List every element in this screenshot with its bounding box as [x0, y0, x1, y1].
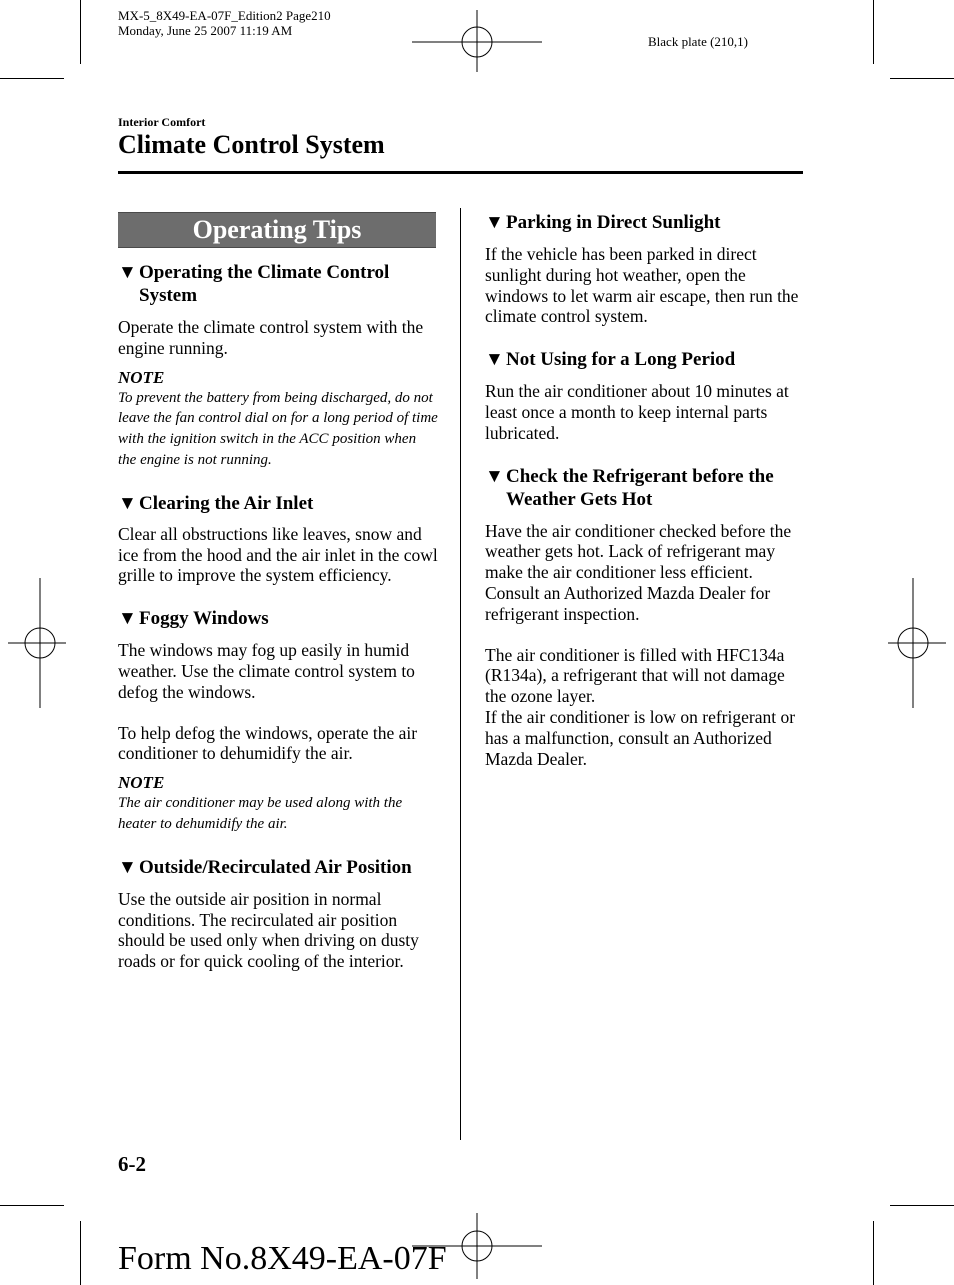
triangle-bullet-icon: ▼	[485, 349, 504, 371]
triangle-bullet-icon: ▼	[118, 262, 137, 283]
registration-mark-icon	[888, 578, 946, 708]
triangle-bullet-icon: ▼	[118, 492, 137, 514]
note-text: The air conditioner may be used along with the heater to dehumidify the air.	[118, 795, 403, 832]
note-text: To prevent the battery from being discharged, do not leave the fan control dial on for a long period of time with the ignition switch in the ACC position when the engine is not running.	[118, 389, 438, 468]
triangle-bullet-icon: ▼	[485, 465, 504, 487]
heading-not-using-long-period: ▼ Not Using for a Long Period	[485, 349, 736, 371]
right-column	[485, 211, 805, 769]
registration-mark-icon	[8, 578, 66, 708]
plate-label: Black plate (210,1)	[648, 34, 748, 49]
paragraph: If the vehicle has been parked in direct sunlight during hot weather, open the windows to let warm air escape, then run the climate control system.	[485, 244, 799, 327]
print-slug	[118, 8, 331, 38]
crop-mark	[873, 1221, 874, 1285]
paragraph: The windows may fog up easily in humid weather. Use the climate control system to defog the windows.	[118, 640, 415, 702]
paragraph: The air conditioner is filled with HFC134a (R134a), a refrigerant that will not damage the ozone layer.	[485, 644, 785, 707]
triangle-bullet-icon: ▼	[118, 856, 137, 878]
triangle-bullet-icon: ▼	[485, 212, 504, 233]
heading-operating-climate-control: ▼ Operating the Climate Control System	[118, 262, 390, 306]
section-banner: Operating Tips	[118, 212, 436, 248]
heading-foggy-windows: ▼ Foggy Windows	[118, 608, 269, 630]
slug-line-2: Monday, June 25 2007 11:19 AM	[118, 23, 293, 38]
crop-mark	[80, 0, 81, 64]
column-divider	[460, 208, 461, 1140]
crop-mark	[873, 0, 874, 64]
paragraph: If the air conditioner is low on refrigerant or has a malfunction, consult an Authorized Mazda Dealer.	[485, 706, 796, 769]
paragraph: To help defog the windows, operate the air conditioner to dehumidify the air.	[118, 722, 418, 764]
note-label: NOTE	[118, 773, 165, 793]
paragraph: Use the outside air position in normal conditions. The recirculated air position should be used only when driving on dusty roads or for quick cooling of the interior.	[118, 888, 419, 972]
paragraph: Clear all obstructions like leaves, snow and ice from the hood and the air inlet in the cowl grille to improve the system efficiency.	[118, 523, 438, 586]
paragraph: Operate the climate control system with the engine running.	[118, 317, 424, 358]
triangle-bullet-icon: ▼	[118, 608, 137, 630]
paragraph: Have the air conditioner checked before the weather gets hot. Lack of refrigerant may make the air conditioner less efficient. Consult an Authorized Mazda Dealer for refrigerant inspection.	[485, 520, 792, 624]
form-number: Form No.8X49-EA-07F	[118, 1240, 447, 1277]
left-column	[118, 261, 438, 972]
heading-check-refrigerant: ▼ Check the Refrigerant before the Weather Gets Hot	[485, 465, 774, 510]
section-label: Interior Comfort	[118, 115, 206, 129]
registration-mark-icon	[412, 8, 542, 72]
crop-mark	[0, 1205, 64, 1206]
note-label: NOTE	[118, 367, 165, 387]
heading-clearing-air-inlet: ▼ Clearing the Air Inlet	[118, 492, 314, 514]
heading-outside-recirculated: ▼ Outside/Recirculated Air Position	[118, 856, 412, 878]
title-rule	[118, 171, 803, 174]
page-title: Climate Control System	[118, 130, 385, 159]
heading-parking-sunlight: ▼ Parking in Direct Sunlight	[485, 212, 721, 233]
paragraph: Run the air conditioner about 10 minutes at least once a month to keep internal parts lubricated.	[485, 381, 789, 443]
crop-mark	[890, 78, 954, 79]
crop-mark	[890, 1205, 954, 1206]
slug-line-1: MX-5_8X49-EA-07F_Edition2 Page210	[118, 8, 331, 23]
crop-mark	[80, 1221, 81, 1285]
page-number: 6-2	[118, 1152, 146, 1176]
crop-mark	[0, 78, 64, 79]
